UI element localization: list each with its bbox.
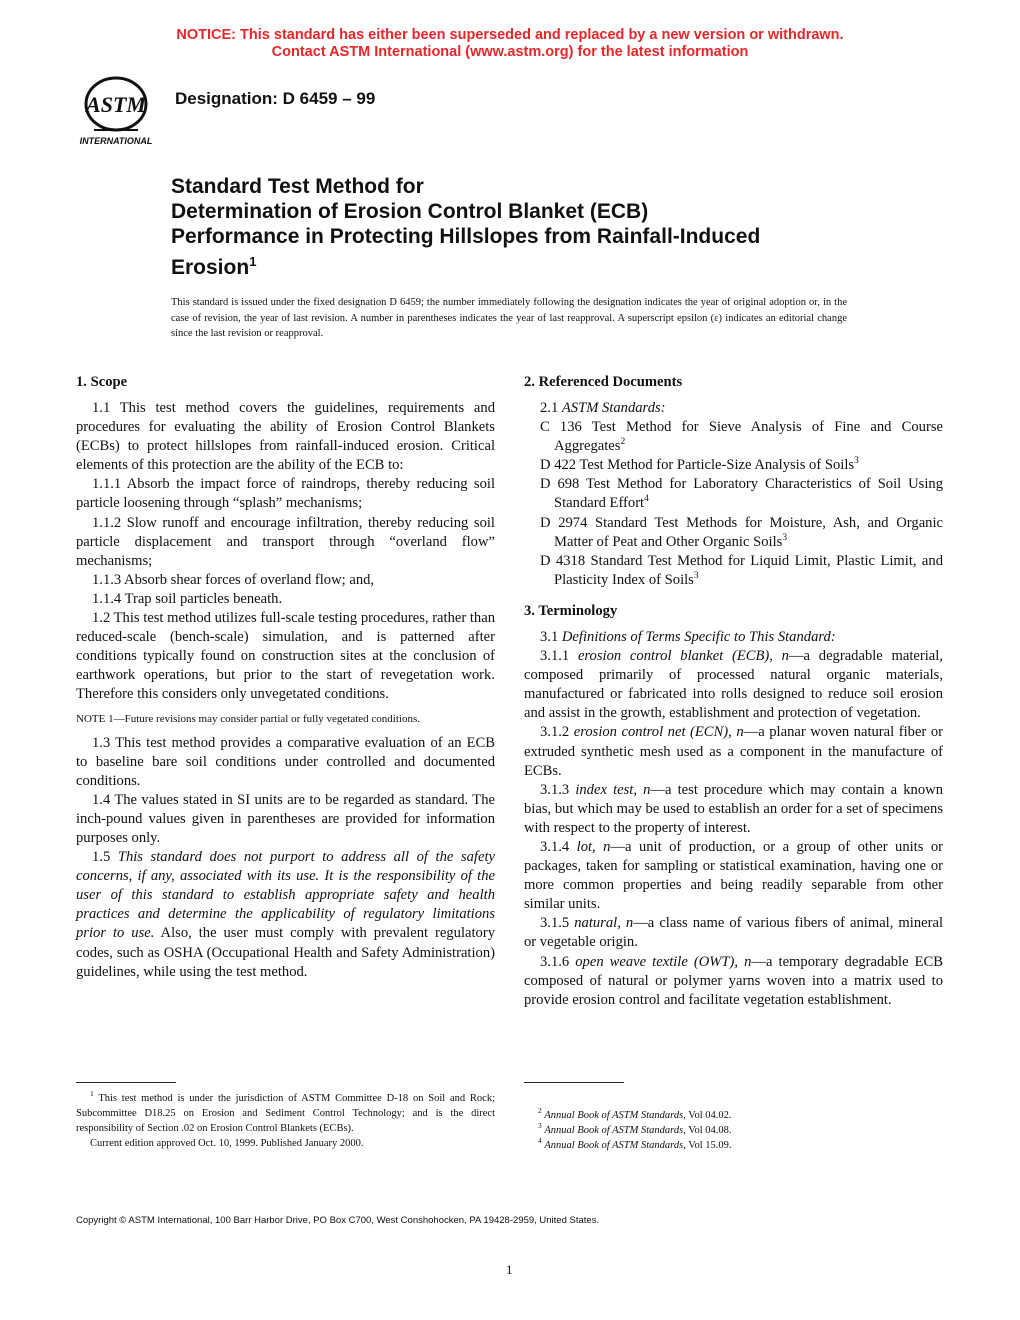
term-name: erosion control net (ECN), n	[573, 724, 744, 741]
footnote-item	[538, 1108, 943, 1123]
term-text: —a temporary degradable ECB composed of natural or polymer yarns woven into a matrix used to provide erosion control and facilitate vegetation establishment.	[524, 953, 943, 1008]
referenced-documents-heading: 2. Referenced Documents	[524, 374, 683, 390]
ref-item-footnote: 2	[620, 437, 626, 448]
ref-item-footnote: 3	[693, 570, 699, 581]
terminology-intro	[524, 628, 943, 647]
footnote-mark: 4	[538, 1136, 542, 1145]
term-text: —a planar woven natural fiber or extruded synthetic mesh used as a component in the manufacture of ECBs.	[524, 724, 943, 779]
term-name: erosion control blanket (ECB), n	[577, 648, 789, 665]
ref-item	[524, 475, 943, 513]
term-number: 3.1.4	[540, 838, 577, 855]
footnote-source: Annual Book of ASTM Standards	[544, 1140, 684, 1151]
term-name: natural, n	[574, 915, 634, 932]
scope-1-1-1: 1.1.1 Absorb the impact force of raindrops, thereby reducing soil particle loosening through “splash” mechanisms;	[76, 476, 495, 512]
terms-intro-number: 3.1	[540, 628, 562, 645]
term-name: open weave textile (OWT), n	[575, 953, 752, 970]
notice-line-2: Contact ASTM International (www.astm.org) for the latest information	[271, 44, 749, 60]
ref-item	[524, 456, 943, 475]
note-1: NOTE 1—Future revisions may consider partial or fully vegetated conditions.	[76, 712, 420, 725]
scope-1-1-2: 1.1.2 Slow runoff and encourage infiltration, thereby reducing soil particle displacement and transport through “overland flow” mechanisms;	[76, 514, 495, 569]
title-line-2: Determination of Erosion Control Blanket (ECB)	[171, 200, 649, 223]
footnote-volume: , Vol 04.02.	[683, 1110, 732, 1121]
refs-intro-number: 2.1	[540, 400, 562, 416]
footnote-1	[76, 1091, 495, 1136]
title-line-3: Performance in Protecting Hillslopes from Rainfall-Induced	[171, 225, 761, 248]
ref-item	[524, 514, 943, 552]
footnote-source: Annual Book of ASTM Standards	[544, 1110, 684, 1121]
term-definition	[524, 781, 943, 838]
term-text: —a unit of production, or a group of other units or packages, taken for sampling or statistical examination, having one or more common properties and being readily separable from other similar units.	[524, 838, 944, 913]
astm-logo-subtext: INTERNATIONAL	[79, 136, 153, 146]
ref-item-text: D 698 Test Method for Laboratory Characteristics of Soil Using Standard Effort	[540, 476, 943, 512]
scope-1-5-safety-caveat: This standard does not purport to address all of the safety concerns, if any, associated with its use. It is the responsibility of the user of this standard to establish appropriate safety and health practices and determine the applicability of regulatory limitations prior to use.	[76, 849, 495, 942]
term-name: index test, n	[575, 781, 651, 798]
copyright-line: Copyright © ASTM International, 100 Barr Harbor Drive, PO Box C700, West Conshohocken, PA 19428-2959, United States.	[76, 1215, 600, 1226]
footnote-1-text: This test method is under the jurisdiction of ASTM Committee D-18 on Soil and Rock; Subcommittee D18.25 on Erosion and Sediment Control Technology; and is the direct responsibility of Section .02 on Erosion Control Blankets (ECBs).	[76, 1093, 495, 1134]
scope-1-1: 1.1 This test method covers the guidelines, requirements and procedures for evaluating the ability of Erosion Control Blankets (ECBs) to protect hillslopes from rainfall-induced erosion. Critical elements of this protection are the ability of the ECB to:	[76, 400, 495, 474]
designation: Designation: D 6459 – 99	[175, 89, 376, 108]
footnote-source: Annual Book of ASTM Standards	[544, 1125, 684, 1136]
term-number: 3.1.5	[540, 915, 575, 932]
scope-1-1-3: 1.1.3 Absorb shear forces of overland flow; and,	[92, 571, 375, 588]
footnote-item	[538, 1123, 943, 1138]
ref-item-text: D 422 Test Method for Particle-Size Analysis of Soils	[540, 457, 855, 474]
title-footnote-mark: 1	[249, 254, 257, 269]
notice-line-1: NOTICE: This standard has either been superseded and replaced by a new version or withdrawn.	[176, 27, 844, 43]
ref-item-text: D 2974 Standard Test Methods for Moisture, Ash, and Organic Matter of Peat and Other Organic Soils	[540, 514, 943, 550]
refs-intro-label: ASTM Standards:	[561, 400, 666, 416]
scope-1-5-number: 1.5	[92, 849, 118, 866]
scope-heading: 1. Scope	[76, 374, 128, 390]
astm-logo-text: ASTM	[86, 92, 146, 117]
title-line-1: Standard Test Method for	[171, 175, 424, 198]
ref-item	[524, 552, 943, 590]
terms-intro-label: Definitions of Terms Specific to This Standard:	[561, 628, 836, 645]
term-text: —a test procedure which may contain a known bias, but which may be used to establish an order for a set of specimens with respect to the property of interest.	[524, 781, 943, 836]
term-number: 3.1.1	[540, 648, 578, 665]
footnote-mark: 3	[538, 1121, 542, 1130]
issuance-note: This standard is issued under the fixed designation D 6459; the number immediately following the designation indicates the year of original adoption or, in the case of revision, the year of last revision. A number in parentheses indicates the year of last reapproval. A superscript epsilon (ε) indicates an editorial change since the last revision or reapproval.	[171, 297, 847, 339]
footnote-volume: , Vol 04.08.	[683, 1125, 732, 1136]
ref-item-footnote: 3	[782, 532, 788, 543]
term-definition	[524, 838, 943, 914]
term-number: 3.1.3	[540, 781, 576, 798]
term-definition	[524, 647, 943, 723]
scope-1-3: 1.3 This test method provides a comparative evaluation of an ECB to baseline bare soil conditions under controlled and documented conditions.	[76, 734, 495, 789]
astm-logo	[76, 74, 162, 150]
term-number: 3.1.6	[540, 953, 576, 970]
footnotes-right	[538, 1108, 943, 1153]
footnotes-left	[76, 1091, 495, 1151]
scope-1-1-4: 1.1.4 Trap soil particles beneath.	[92, 590, 283, 607]
ref-item-text: C 136 Test Method for Sieve Analysis of Fine and Course Aggregates	[540, 419, 943, 455]
term-number: 3.1.2	[540, 724, 574, 741]
left-column	[76, 373, 495, 982]
term-definition	[524, 953, 943, 1010]
right-column	[524, 373, 943, 1010]
term-definition	[524, 914, 943, 952]
term-text: —a degradable material, composed primarily of processed natural organic materials, manufactured or fabricated into rolls designed to reduce soil erosion and assist in the growth, establishment and protection of vegetation.	[524, 648, 943, 722]
scope-1-2: 1.2 This test method utilizes full-scale testing procedures, rather than reduced-scale (bench-scale) simulation, and is patterned after conditions typically found on construction sites at the conclusion of earthwork operations, but prior to the start of revegetation work. Therefore this considers only unvegetated conditions.	[76, 610, 495, 703]
term-definition	[524, 723, 943, 780]
term-name: lot, n	[576, 838, 611, 855]
ref-item-text: D 4318 Standard Test Method for Liquid Limit, Plastic Limit, and Plasticity Index of Soils	[540, 552, 943, 588]
title-line-4: Erosion	[171, 256, 250, 279]
ref-item	[524, 418, 943, 456]
scope-1-5	[76, 848, 495, 982]
scope-1-4: 1.4 The values stated in SI units are to be regarded as standard. The inch-pound values given in parentheses are provided for information purposes only.	[76, 791, 495, 846]
footnote-volume: , Vol 15.09.	[683, 1140, 732, 1151]
footnote-mark: 2	[538, 1106, 542, 1115]
footnote-rule-right	[524, 1082, 624, 1083]
terminology-heading: 3. Terminology	[524, 602, 618, 619]
scope-1-5-rest: Also, the user must comply with prevalent regulatory codes, such as OSHA (Occupational Health and Safety Administration) guidelines, while using the test method.	[76, 925, 495, 980]
ref-item-footnote: 3	[854, 456, 859, 467]
footnote-rule-left	[76, 1082, 176, 1083]
standard-title	[171, 174, 871, 280]
superseded-notice	[0, 27, 1020, 61]
footnote-item	[538, 1138, 943, 1153]
footnote-1-mark: 1	[90, 1089, 94, 1098]
term-text: —a class name of various fibers of animal, mineral or vegetable origin.	[524, 915, 943, 951]
ref-item-footnote: 4	[644, 494, 649, 505]
approval-date: Current edition approved Oct. 10, 1999. Published January 2000.	[90, 1138, 364, 1149]
astm-standards-intro	[524, 399, 943, 418]
page-number: 1	[506, 1262, 513, 1277]
